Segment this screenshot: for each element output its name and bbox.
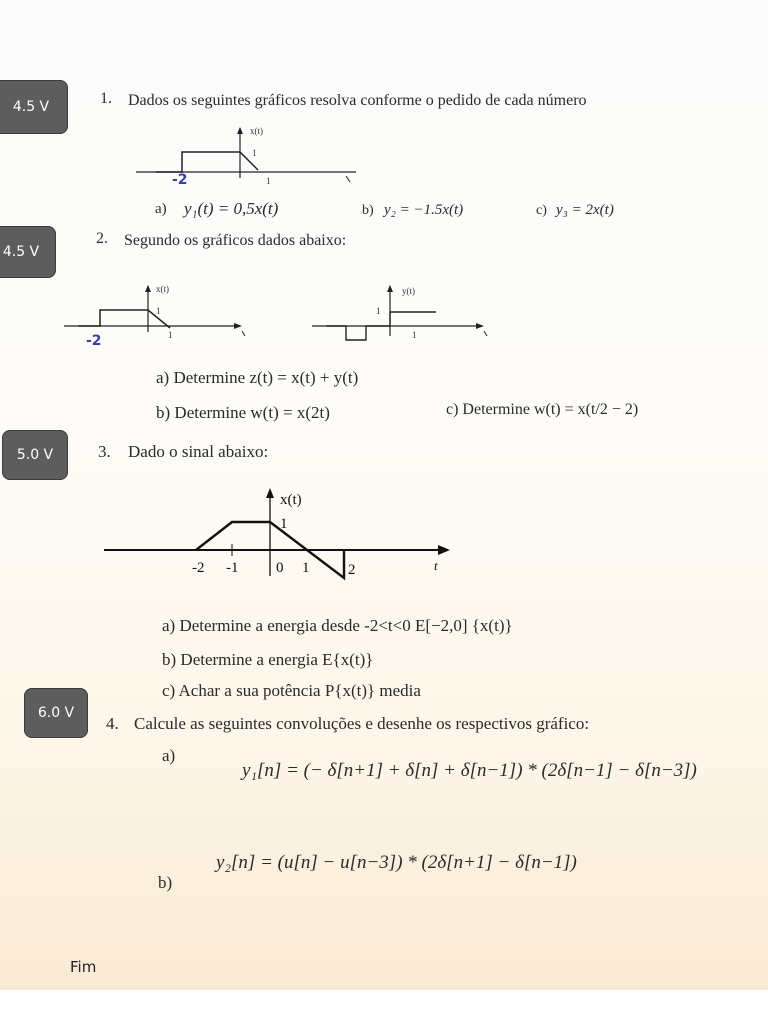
q2-graph-y bbox=[312, 284, 512, 354]
q4-statement: Calcule as seguintes convoluções e desenhe os respectivos gráfico: bbox=[134, 714, 590, 733]
q2-item-c: c) Determine w(t) = x(t/2 − 2) bbox=[446, 401, 639, 418]
q2-item-a: a) Determine z(t) = x(t) + y(t) bbox=[156, 368, 359, 387]
q3-graph bbox=[104, 486, 464, 596]
q2-handwritten-note: -2 bbox=[86, 333, 102, 349]
q3-tick-minus1: -1 bbox=[226, 560, 239, 576]
q2-graph-x-label: x(t) bbox=[156, 284, 169, 294]
q1-item-b-expr: y₂ = −1.5x(t) bbox=[384, 202, 464, 218]
score-badge-q3: 5.0 V bbox=[2, 430, 68, 480]
q3-tick-minus2: -2 bbox=[192, 560, 205, 576]
q2-item-b: b) Determine w(t) = x(2t) bbox=[156, 403, 330, 422]
q1-statement: Dados os seguintes gráficos resolva conforme o pedido de cada número bbox=[128, 92, 587, 109]
score-badge-q2: 4.5 V bbox=[0, 226, 56, 278]
score-badge-q4: 6.0 V bbox=[24, 688, 88, 738]
q3-tick-y1: 1 bbox=[280, 516, 288, 532]
q1-item-a-label: a) bbox=[155, 201, 167, 217]
page-margin-bottom bbox=[0, 990, 768, 1024]
q3-tick-0: 0 bbox=[276, 560, 284, 576]
q3-graph-label: x(t) bbox=[280, 492, 302, 508]
q1-number: 1. bbox=[100, 90, 112, 107]
q2-graph-y-tick-y: 1 bbox=[376, 306, 381, 316]
q3-item-c: c) Achar a sua potência P{x(t)} media bbox=[162, 681, 421, 700]
q2-graph-y-tick-x: 1 bbox=[412, 330, 417, 340]
q4-item-b-expr: y₂[n] = (u[n] − u[n−3]) * (2δ[n+1] − δ[n−1]) bbox=[216, 852, 577, 873]
q3-axis-t: t bbox=[434, 558, 438, 573]
q1-item-c-expr: y₃ = 2x(t) bbox=[556, 202, 614, 218]
score-badge-q1: 4.5 V bbox=[0, 80, 68, 134]
q1-tick-y1: 1 bbox=[252, 148, 257, 158]
q3-item-a: a) Determine a energia desde -2<t<0 E[−2,0] {x(t)} bbox=[162, 616, 513, 635]
q3-item-b: b) Determine a energia E{x(t)} bbox=[162, 650, 374, 669]
q3-statement: Dado o sinal abaixo: bbox=[128, 442, 269, 461]
q2-number: 2. bbox=[96, 230, 108, 247]
q4-item-b-label: b) bbox=[158, 873, 173, 892]
q1-item-c-label: c) bbox=[536, 203, 547, 218]
q2-statement: Segundo os gráficos dados abaixo: bbox=[124, 232, 347, 249]
q2-graph-y-label: y(t) bbox=[402, 286, 415, 296]
q1-tick-x1: 1 bbox=[266, 176, 271, 186]
q3-tick-2: 2 bbox=[348, 562, 356, 578]
q1-item-a-expr: y₁(t) = 0,5x(t) bbox=[184, 199, 279, 218]
q1-item-b-label: b) bbox=[362, 203, 374, 218]
q4-item-a-expr: y₁[n] = (− δ[n+1] + δ[n] + δ[n−1]) * (2δ[n−1] − δ[n−3]) bbox=[242, 760, 697, 781]
q2-graph-x-tick-x: 1 bbox=[168, 330, 173, 340]
footer-end-label: Fim bbox=[70, 958, 97, 976]
q2-graph-x-tick-y: 1 bbox=[156, 306, 161, 316]
q3-number: 3. bbox=[98, 442, 111, 461]
q1-handwritten-note: -2 bbox=[172, 172, 188, 188]
q4-number: 4. bbox=[106, 714, 119, 733]
q1-graph-label: x(t) bbox=[250, 126, 263, 136]
q4-item-a-label: a) bbox=[162, 746, 176, 765]
q3-tick-1: 1 bbox=[302, 560, 310, 576]
